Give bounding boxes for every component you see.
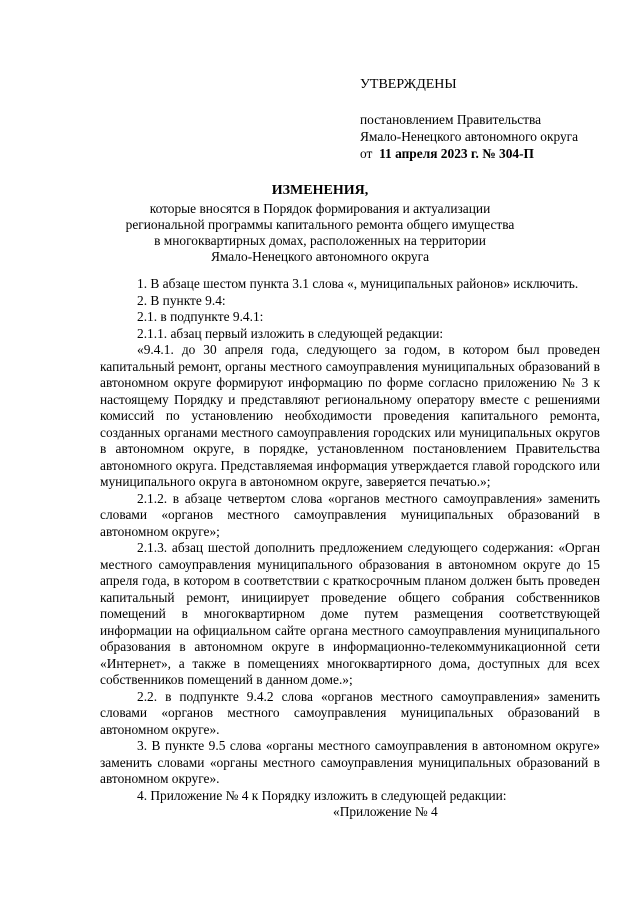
paragraph: 1. В абзаце шестом пункта 3.1 слова «, муниципальных районов» исключить. (137, 276, 579, 291)
approval-date-prefix: от (360, 146, 376, 161)
paragraph: 2.2. в подпункте 9.4.2 слова «органов местного самоуправления» заменить словами «органов местного самоуправления муниципальных образований в автономном округе». (100, 688, 600, 737)
paragraph: «9.4.1. до 30 апреля года, следующего за годом, в котором был проведен капитальный ремонт, органы местного самоуправления муниципальных образований в автономном округе формируют информацию по форме согласно приложению № 3 к настоящему Порядку и представляют региональному оператору вместе с решениями комиссий по установлению необходимости проведения капитального ремонта, созданных органами местного самоуправления городских или муниципальных округов в автономном округе, в порядке, установленном постановлением Правительства автономного округа. Представляемая информация утверждается главой городского или муниципального округа в автономном округе, заверяется печатью.»; (100, 342, 600, 489)
document-body (100, 276, 600, 821)
approval-block (360, 76, 620, 162)
paragraph: 2.1.3. абзац шестой дополнить предложением следующего содержания: «Орган местного самоуправления муниципального образования в автономном округе до 15 апреля года, в котором в соответствии с краткосрочным планом должен быть проведен капитальный ремонт, инициирует проведение общего собрания собственников помещений в многоквартирном доме путем размещения соответствующей информации на официальном сайте органа местного самоуправления муниципального образования в автономном округе в информационно-телекоммуникационной сети «Интернет», а также в помещениях многоквартирного дома, доступных для всех собственников помещений в данном доме.»; (100, 540, 600, 687)
document-heading (90, 183, 550, 265)
heading-line-2: региональной программы капитального ремонта общего имущества (125, 217, 515, 232)
paragraph: 2.1.2. в абзаце четвертом слова «органов местного самоуправления» заменить словами «органов местного самоуправления муниципальных образований в автономном округе»; (100, 490, 600, 539)
paragraph: 4. Приложение № 4 к Порядку изложить в следующей редакции: (137, 787, 507, 803)
paragraph: 2.1. в подпункте 9.4.1: (137, 309, 264, 324)
paragraph: 2.1.1. абзац первый изложить в следующей редакции: (137, 325, 444, 341)
approval-line-2: Ямало-Ненецкого автономного округа (360, 129, 579, 144)
heading-line-3: в многоквартирных домах, расположенных на территории (154, 233, 486, 248)
approval-line-1: постановлением Правительства (360, 112, 542, 127)
approval-date-line (360, 145, 620, 162)
approval-date-value: 11 апреля 2023 г. № 304-П (379, 146, 534, 161)
appendix-reference: «Приложение № 4 (333, 804, 438, 819)
heading-line-4: Ямало-Ненецкого автономного округа (210, 249, 430, 264)
heading-title: ИЗМЕНЕНИЯ, (271, 183, 369, 198)
approval-title: УТВЕРЖДЕНЫ (360, 77, 457, 92)
paragraph: 2. В пункте 9.4: (137, 292, 226, 308)
heading-line-1: которые вносятся в Порядок формирования и актуализации (149, 201, 491, 216)
paragraph: 3. В пункте 9.5 слова «органы местного самоуправления в автономном округе» заменить словами «органы местного самоуправления муниципальных образований в автономном округе». (100, 738, 600, 786)
